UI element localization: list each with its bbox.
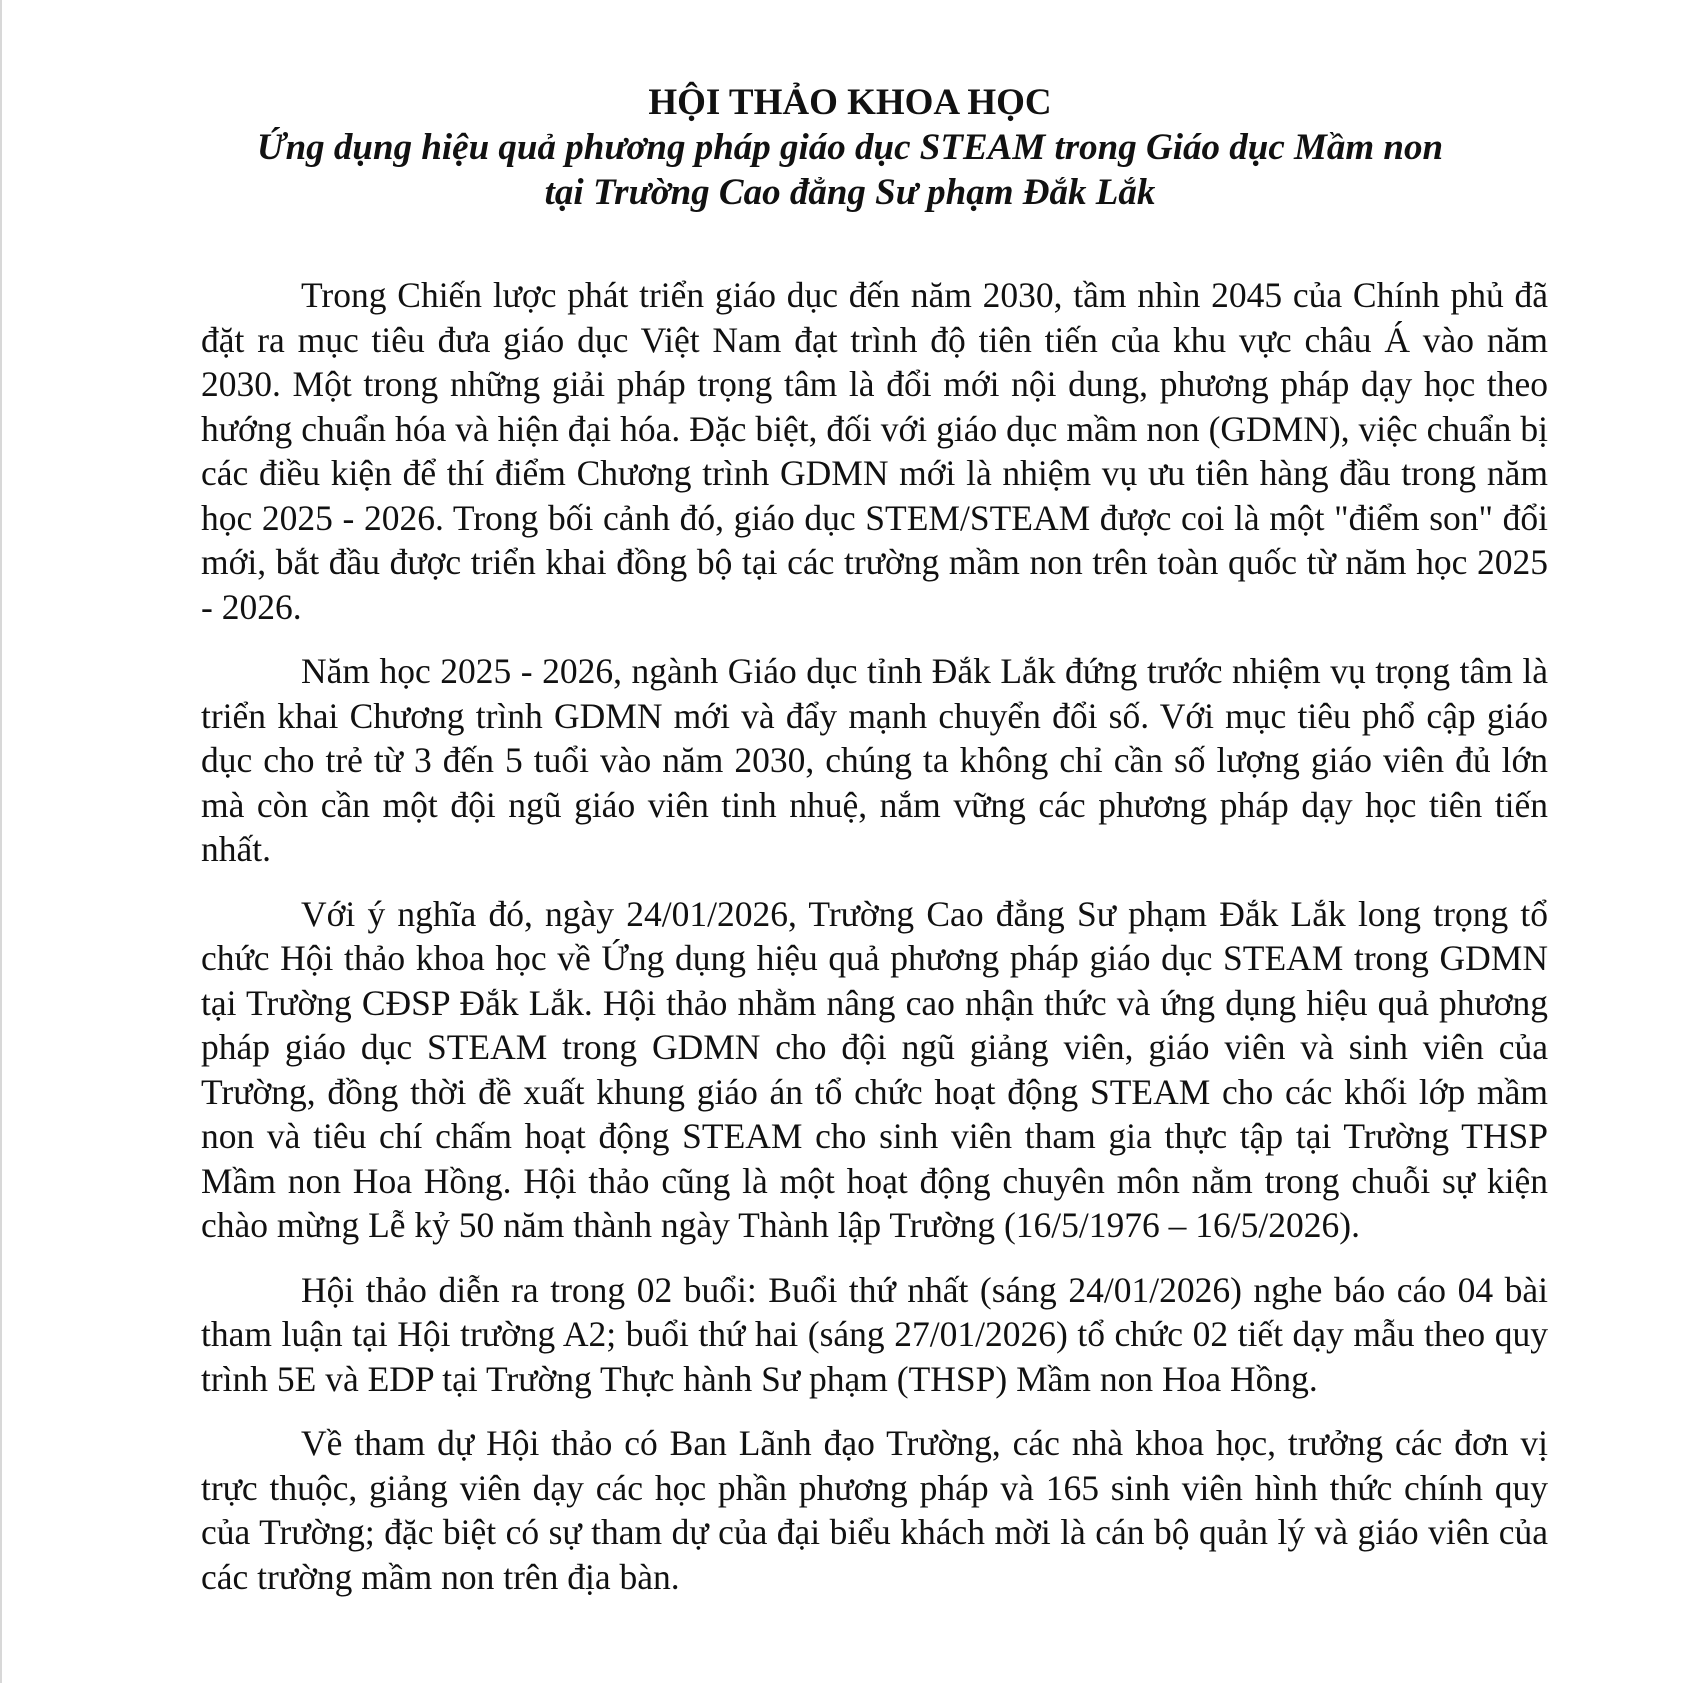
paragraph-4: Hội thảo diễn ra trong 02 buổi: Buổi thứ nhất (sáng 24/01/2026) nghe báo cáo 04 bài tham luận tại Hội trường A2; buổi thứ hai (sáng 27/01/2026) tổ chức 02 tiết dạy mẫu theo quy trình 5E và EDP tại Trường Thực hành Sư phạm (THSP) Mầm non Hoa Hồng. — [201, 1269, 1548, 1399]
paragraph-2: Năm học 2025 - 2026, ngành Giáo dục tỉnh Đắk Lắk đứng trước nhiệm vụ trọng tâm là triển khai Chương trình GDMN mới và đẩy mạnh chuyển đổi số. Với mục tiêu phổ cập giáo dục cho trẻ từ 3 đến 5 tuổi vào năm 2030, chúng ta không chỉ cần số lượng giáo viên đủ lớn mà còn cần một đội ngũ giáo viên tinh nhuệ, nắm vững các phương pháp dạy học tiên tiến nhất. — [201, 651, 1548, 869]
document-subtitle-line-2: tại Trường Cao đẳng Sư phạm Đắk Lắk — [544, 172, 1156, 213]
page-left-edge — [0, 0, 2, 1683]
paragraph-3: Với ý nghĩa đó, ngày 24/01/2026, Trường Cao đẳng Sư phạm Đắk Lắk long trọng tổ chức Hội thảo khoa học về Ứng dụng hiệu quả phương pháp giáo dục STEAM trong GDMN tại Trường CĐSP Đắk Lắk. Hội thảo nhằm nâng cao nhận thức và ứng dụng hiệu quả phương pháp giáo dục STEAM trong GDMN cho đội ngũ giảng viên, giáo viên và sinh viên của Trường, đồng thời đề xuất khung giáo án tổ chức hoạt động STEAM cho các khối lớp mầm non và tiêu chí chấm hoạt động STEAM cho sinh viên tham gia thực tập tại Trường THSP Mầm non Hoa Hồng. Hội thảo cũng là một hoạt động chuyên môn nằm trong chuỗi sự kiện chào mừng Lễ kỷ 50 năm thành ngày Thành lập Trường (16/5/1976 – 16/5/2026). — [201, 893, 1548, 1245]
document-subtitle-line-1: Ứng dụng hiệu quả phương pháp giáo dục STEAM trong Giáo dục Mầm non — [256, 127, 1444, 168]
paragraph-1: Trong Chiến lược phát triển giáo dục đến năm 2030, tầm nhìn 2045 của Chính phủ đã đặt ra mục tiêu đưa giáo dục Việt Nam đạt trình độ tiên tiến của khu vực châu Á vào năm 2030. Một trong những giải pháp trọng tâm là đổi mới nội dung, phương pháp dạy học theo hướng chuẩn hóa và hiện đại hóa. Đặc biệt, đối với giáo dục mầm non (GDMN), việc chuẩn bị các điều kiện để thí điểm Chương trình GDMN mới là nhiệm vụ ưu tiên hàng đầu trong năm học 2025 - 2026. Trong bối cảnh đó, giáo dục STEM/STEAM được coi là một "điểm son" đổi mới, bắt đầu được triển khai đồng bộ tại các trường mầm non trên toàn quốc từ năm học 2025 - 2026. — [201, 275, 1548, 627]
document-title: HỘI THẢO KHOA HỌC — [648, 82, 1052, 123]
paragraph-5: Về tham dự Hội thảo có Ban Lãnh đạo Trường, các nhà khoa học, trưởng các đơn vị trực thuộc, giảng viên dạy các học phần phương pháp và 165 sinh viên hình thức chính quy của Trường; đặc biệt có sự tham dự của đại biểu khách mời là cán bộ quản lý và giáo viên của các trường mầm non trên địa bàn. — [201, 1423, 1548, 1597]
document-body — [201, 273, 1548, 1619]
document-header — [200, 80, 1500, 215]
